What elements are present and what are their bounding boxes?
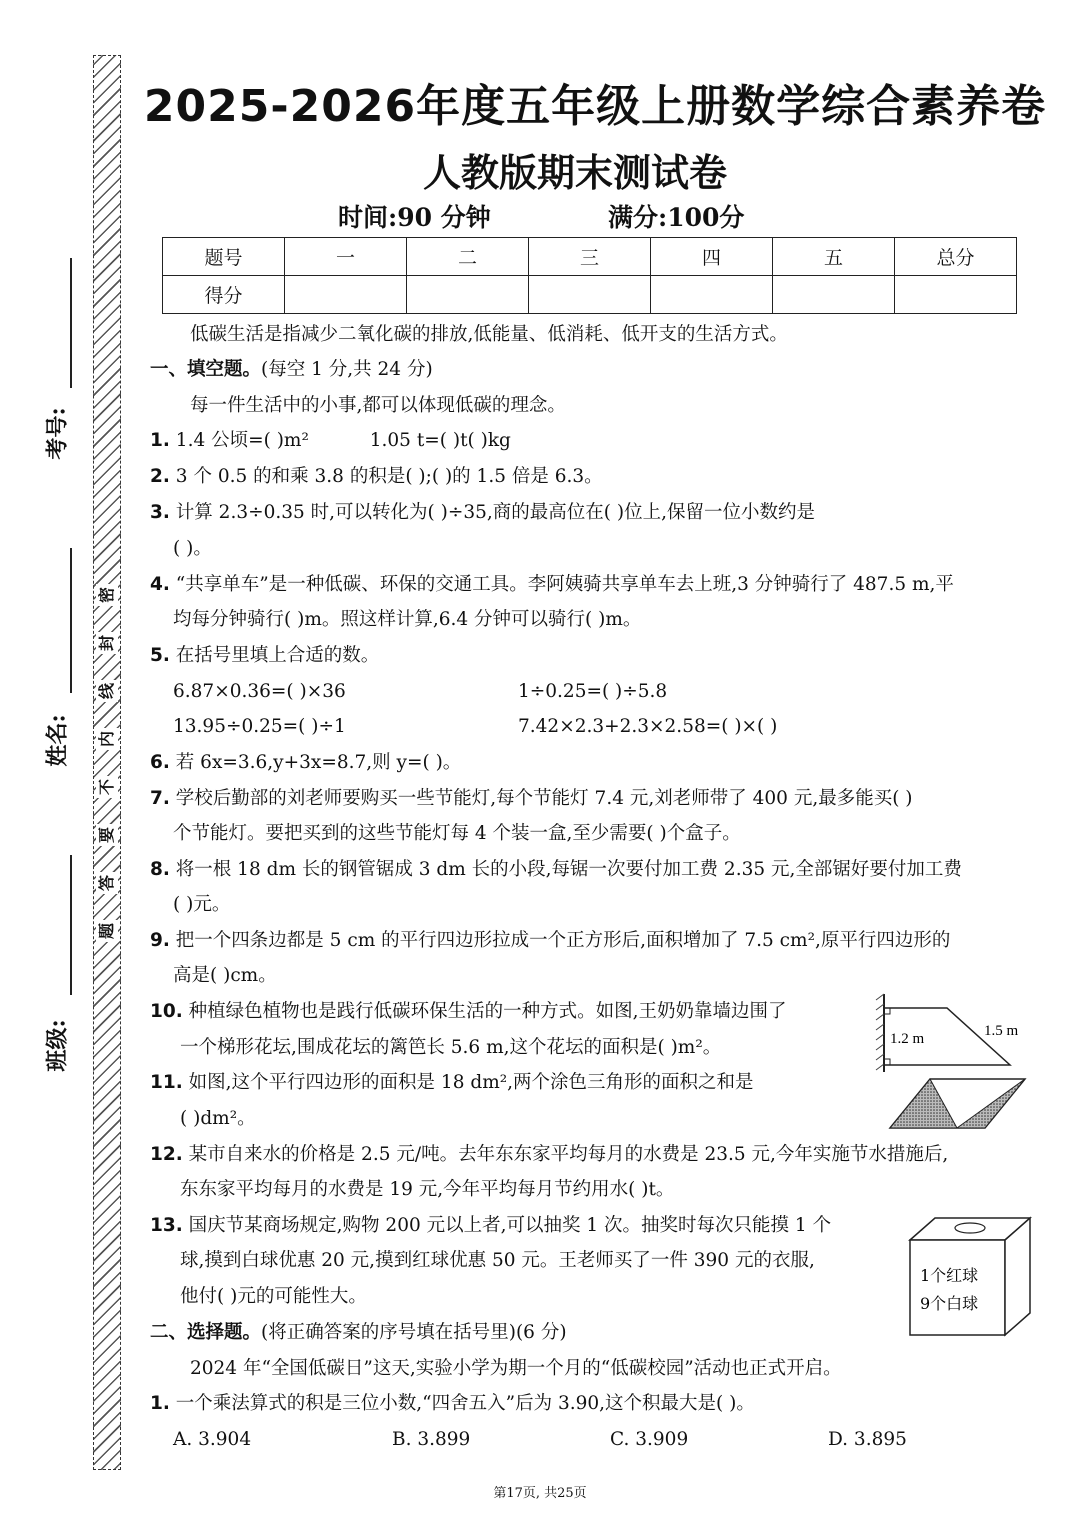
box-hole [955,1223,985,1233]
slant-label: 1.5 m [984,1023,1019,1039]
question-number: 8. [150,859,170,880]
score-row-label: 得分 [163,276,285,314]
box-front [910,1240,1005,1335]
question-text: 把一个四条边都是 5 cm 的平行四边形拉成一个正方形后,面积增加了 7.5 cm²,原平行四边形的 [175,930,951,951]
question-8-cont: ( )元。 [173,894,231,915]
question-5b: 1÷0.25=( )÷5.8 [518,681,668,702]
section1-heading [150,357,433,383]
kaohao-label: 考号: [44,407,71,460]
parallelogram-figure [885,1076,1030,1131]
section1-intro: 每一件生活中的小事,都可以体现低碳的理念。 [190,395,566,416]
score-cell[interactable] [407,276,529,314]
lottery-box-figure [905,1215,1035,1340]
xingming-line[interactable] [70,548,72,693]
question-text: 3 个 0.5 的和乘 3.8 的积是( );( )的 1.5 倍是 6.3。 [175,466,603,487]
score-header-cell: 五 [773,238,895,276]
section1-title: 一、填空题。 [150,359,262,380]
question-5a: 6.87×0.36=( )×36 [173,681,346,702]
question-7-cont: 个节能灯。要把买到的这些节能灯每 4 个装一盒,至少需要( )个盒子。 [173,823,741,844]
seal-char: 密 [96,584,118,606]
section2-intro: 2024 年“全国低碳日”这天,实验小学为期一个月的“低碳校园”活动也正式开启。 [190,1358,842,1379]
xingming-label: 姓名: [44,714,71,767]
page-footer: 第17页, 共25页 [493,1486,587,1501]
question-1a: 1.4 公顷=( )m² [175,430,309,451]
question-number: 12. [150,1144,183,1165]
score-cell[interactable] [773,276,895,314]
question-5d: 7.42×2.3+2.3×2.58=( )×( ) [518,716,778,737]
score-cell[interactable] [285,276,407,314]
question-1 [150,428,511,454]
question-13 [150,1213,831,1239]
question-text: 若 6x=3.6,y+3x=8.7,则 y=( )。 [175,752,462,773]
seal-char: 答 [96,872,118,894]
question-2 [150,464,603,490]
question-text: 学校后勤部的刘老师要购买一些节能灯,每个节能灯 7.4 元,刘老师带了 400 元,最多能买( ) [175,788,913,809]
intro-text: 低碳生活是指减少二氧化碳的排放,低能量、低消耗、低开支的生活方式。 [190,324,788,345]
box-label-white: 9个白球 [920,1294,979,1313]
question-4 [150,572,954,598]
seal-strip [93,55,121,1470]
question-number: 2. [150,466,170,487]
question-number: 10. [150,1001,183,1022]
wall-hatch [876,994,884,1070]
question-3-cont: ( )。 [173,538,212,559]
question-text: 某市自来水的价格是 2.5 元/吨。去年东东家平均每月的水费是 23.5 元,今年实施节水措施后, [188,1144,949,1165]
page-subtitle: 人教版期末测试卷 [422,151,727,195]
question-text: 一个乘法算式的积是三位小数,“四舍五入”后为 3.90,这个积最大是( )。 [175,1393,755,1414]
question-number: 1. [150,1393,170,1414]
question-text: 在括号里填上合适的数。 [175,645,380,666]
seal-char: 线 [96,680,118,702]
question-number: 5. [150,645,170,666]
score-header-cell: 一 [285,238,407,276]
question-text: 计算 2.3÷0.35 时,可以转化为( )÷35,商的最高位在( )位上,保留一位小数约是 [175,502,815,523]
question-number: 9. [150,930,170,951]
question-number: 7. [150,788,170,809]
trapezoid-figure [872,990,1032,1075]
s2-question-1 [150,1391,755,1417]
seal-char: 内 [96,728,118,750]
question-number: 11. [150,1072,183,1093]
kaohao-line[interactable] [70,258,72,388]
question-number: 6. [150,752,170,773]
question-5c: 13.95÷0.25=( )÷1 [173,716,346,737]
question-1b: 1.05 t=( )t( )kg [369,430,511,451]
question-9-cont: 高是( )cm。 [173,965,277,986]
seal-char: 不 [96,776,118,798]
option-b[interactable]: B. 3.899 [392,1429,471,1450]
time-limit: 时间:90 分钟 [338,203,491,232]
question-12 [150,1142,948,1168]
question-text: 国庆节某商场规定,购物 200 元以上者,可以抽奖 1 次。抽奖时每次只能摸 1 个 [188,1215,832,1236]
option-c[interactable]: C. 3.909 [610,1429,689,1450]
score-header-cell: 题号 [163,238,285,276]
question-text: 种植绿色植物也是践行低碳环保生活的一种方式。如图,王奶奶靠墙边围了 [188,1001,787,1022]
question-text: 将一根 18 dm 长的钢管锯成 3 dm 长的小段,每锯一次要付加工费 2.35 元,全部锯好要付加工费 [175,859,962,880]
score-cell[interactable] [651,276,773,314]
seal-char: 封 [96,632,118,654]
section2-note: (将正确答案的序号填在括号里)(6 分) [261,1322,567,1343]
score-table-header-row [163,238,1017,276]
question-9 [150,928,950,954]
question-5 [150,643,379,669]
seal-char: 题 [96,920,118,942]
option-d[interactable]: D. 3.895 [828,1429,907,1450]
question-10 [150,999,787,1025]
section2-title: 二、选择题。 [150,1322,262,1343]
score-cell[interactable] [895,276,1017,314]
score-table-score-row [163,276,1017,314]
question-4-cont: 均每分钟骑行( )m。照这样计算,6.4 分钟可以骑行( )m。 [173,609,642,630]
height-label: 1.2 m [890,1031,925,1047]
banji-label: 班级: [44,1019,71,1072]
score-header-cell: 二 [407,238,529,276]
question-number: 4. [150,574,170,595]
question-3 [150,500,815,526]
question-6 [150,750,461,776]
score-header-cell: 三 [529,238,651,276]
box-label-red: 1个红球 [920,1266,979,1285]
question-8 [150,857,962,883]
question-text: “共享单车”是一种低碳、环保的交通工具。李阿姨骑共享单车去上班,3 分钟骑行了 487.5 m,平 [175,574,954,595]
score-cell[interactable] [529,276,651,314]
option-a[interactable]: A. 3.904 [173,1429,252,1450]
question-number: 1. [150,430,170,451]
banji-line[interactable] [70,855,72,995]
question-13-cont: 球,摸到白球优惠 20 元,摸到红球优惠 50 元。王老师买了一件 390 元的衣服, [180,1250,815,1271]
question-10-cont: 一个梯形花坛,围成花坛的篱笆长 5.6 m,这个花坛的面积是( )m²。 [180,1037,722,1058]
question-12-cont: 东东家平均每月的水费是 19 元,今年平均每月节约用水( )t。 [180,1179,675,1200]
seal-char: 要 [96,824,118,846]
question-11-cont: ( )dm²。 [180,1108,256,1129]
question-text: 如图,这个平行四边形的面积是 18 dm²,两个涂色三角形的面积之和是 [188,1072,754,1093]
score-table [162,237,1017,314]
question-7 [150,786,913,812]
question-13-cont2: 他付( )元的可能性大。 [180,1286,367,1307]
score-header-cell: 四 [651,238,773,276]
question-number: 13. [150,1215,183,1236]
section1-note: (每空 1 分,共 24 分) [261,359,433,380]
full-score: 满分:100分 [608,203,745,232]
question-number: 3. [150,502,170,523]
section2-heading [150,1320,567,1346]
score-header-cell: 总分 [895,238,1017,276]
question-11 [150,1070,754,1096]
page-title: 2025-2026年度五年级上册数学综合素养卷 [143,81,1047,132]
